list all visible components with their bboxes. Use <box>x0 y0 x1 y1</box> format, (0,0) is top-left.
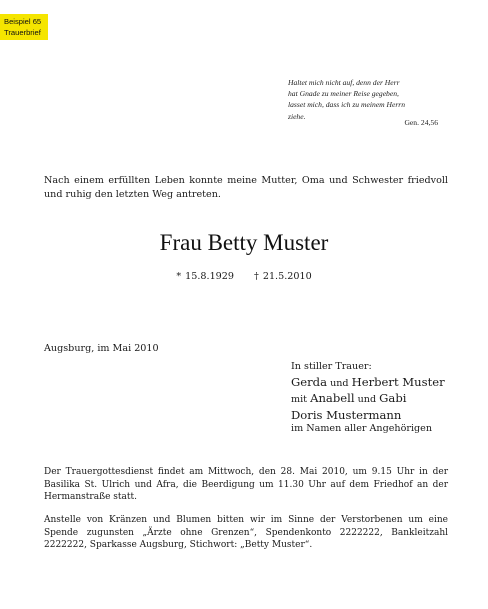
life-dates <box>0 271 488 282</box>
mourner-line <box>291 375 461 392</box>
mourner-name: Anabell <box>310 391 355 405</box>
place-and-date: Augsburg, im Mai 2010 <box>44 343 159 354</box>
mourning-heading: In stiller Trauer: <box>291 361 372 372</box>
service-info: Der Trauergottesdienst findet am Mittwoch, den 28. Mai 2010, um 9.15 Uhr in der Basilika St. Ulrich und Afra, die Beerdigung um 11.30 Uhr auf dem Friedhof an der Hermanstraße statt. <box>44 467 448 503</box>
mourner-name: Doris Mustermann <box>291 407 402 422</box>
badge-category: Trauerbrief <box>4 28 41 37</box>
intro-text: Nach einem erfüllten Leben konnte meine Mutter, Oma und Schwester friedvoll und ruhig den letzten Weg antreten. <box>44 175 448 200</box>
relatives-note: im Namen aller Angehörigen <box>291 423 433 434</box>
birth-date: * 15.8.1929 <box>176 271 234 282</box>
mourner-name: Gabi <box>379 391 407 405</box>
connector: und <box>357 394 377 405</box>
death-date: † 21.5.2010 <box>254 271 312 282</box>
mourners-block <box>291 360 461 437</box>
quote-line: lasset mich, dass ich zu meinem Herrn <box>288 100 406 110</box>
connector: und <box>330 377 349 389</box>
bible-quote <box>288 77 448 122</box>
quote-line: Haltet mich nicht auf, denn der Herr <box>288 78 400 87</box>
example-badge <box>0 14 48 40</box>
mourner-name: Herbert Muster <box>351 374 445 389</box>
donation-info: Anstelle von Kränzen und Blumen bitten wir im Sinne der Verstorbenen um eine Spende zugunsten „Ärzte ohne Grenzen“, Spendenkonto 2222222, Bankleitzahl 2222222, Sparkasse Augsburg, Stichwort: „Betty Muster“. <box>44 515 448 551</box>
mourner-line <box>291 391 461 408</box>
connector: mit <box>291 394 308 405</box>
quote-line: ziehe. <box>288 111 306 121</box>
quote-line: hat Gnade zu meiner Reise gegeben, <box>288 89 399 99</box>
quote-reference: Gen. 24,56 <box>404 118 438 127</box>
badge-example-number: Beispiel 65 <box>4 17 42 26</box>
deceased-name: Frau Betty Muster <box>159 230 329 255</box>
mourner-name: Gerda <box>291 374 327 389</box>
